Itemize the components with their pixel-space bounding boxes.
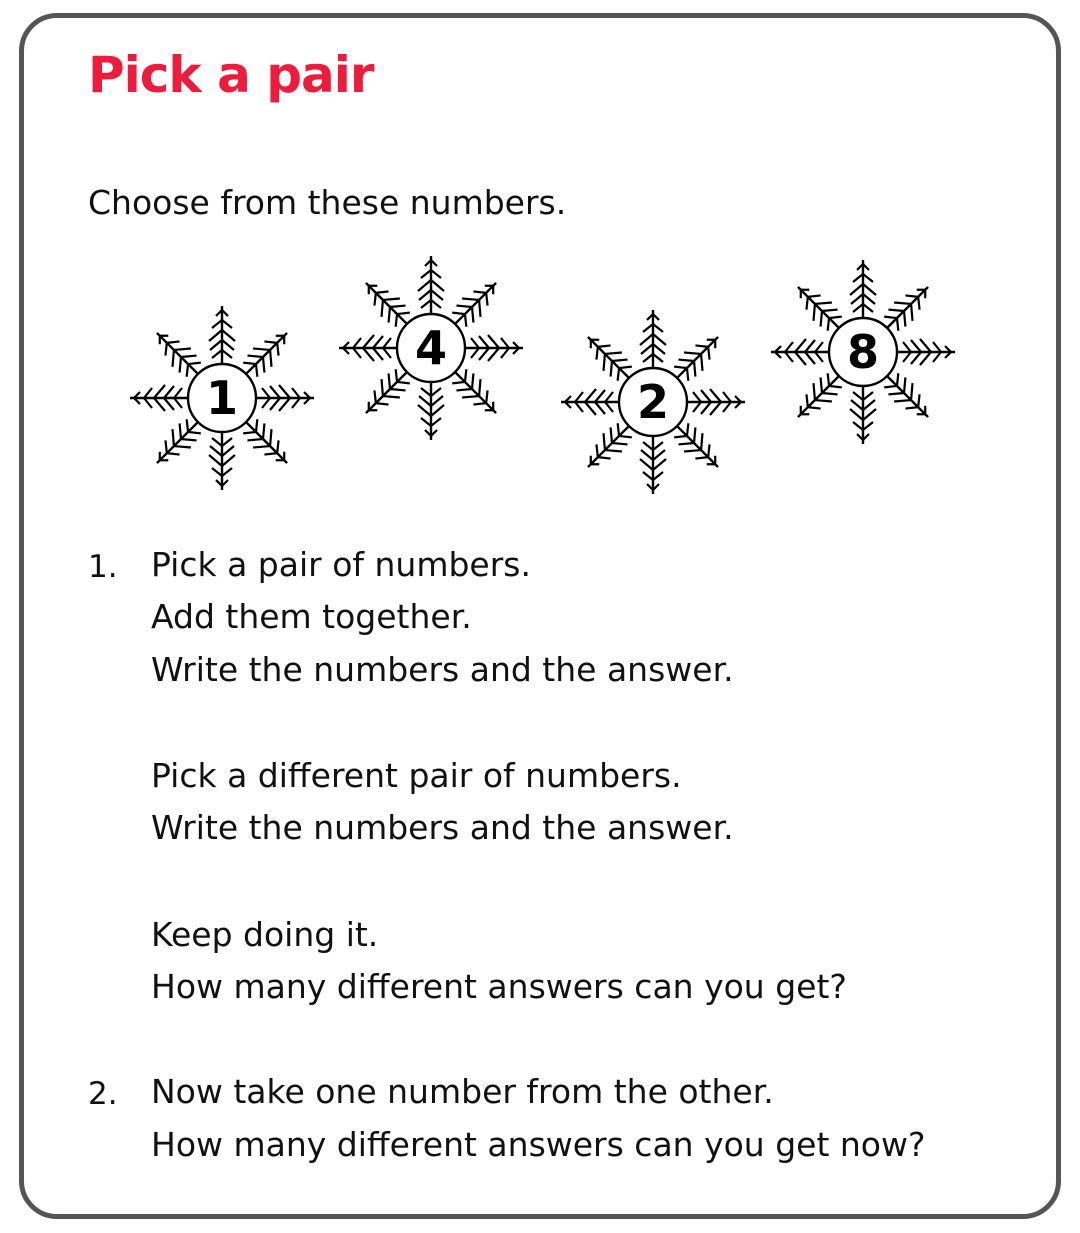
snowflake-icon	[558, 307, 748, 497]
question-line: Pick a pair of numbers.	[151, 545, 531, 584]
question-number: 1.	[88, 549, 118, 585]
snowflake-number-label: 8	[846, 325, 880, 379]
question-line: Keep doing it.	[151, 915, 379, 954]
snowflake-icon	[127, 303, 317, 493]
page-title: Pick a pair	[88, 46, 374, 104]
question-line: Pick a different pair of numbers.	[151, 756, 682, 795]
snowflake-number-8	[768, 257, 958, 447]
snowflake-number-label: 1	[205, 371, 239, 425]
question-line: Add them together.	[151, 597, 472, 636]
question-line: Write the numbers and the answer.	[151, 808, 734, 847]
question-line: How many different answers can you get now?	[151, 1125, 926, 1164]
question-line: Now take one number from the other.	[151, 1072, 774, 1111]
snowflake-number-label: 4	[414, 321, 448, 375]
question-number: 2.	[88, 1076, 118, 1112]
snowflake-number-label: 2	[636, 375, 670, 429]
intro-text: Choose from these numbers.	[88, 183, 567, 222]
question-line: How many different answers can you get?	[151, 967, 847, 1006]
snowflake-number-1	[127, 303, 317, 493]
snowflake-number-4	[336, 253, 526, 443]
snowflake-icon	[768, 257, 958, 447]
question-line: Write the numbers and the answer.	[151, 650, 734, 689]
snowflake-number-2	[558, 307, 748, 497]
snowflake-icon	[336, 253, 526, 443]
